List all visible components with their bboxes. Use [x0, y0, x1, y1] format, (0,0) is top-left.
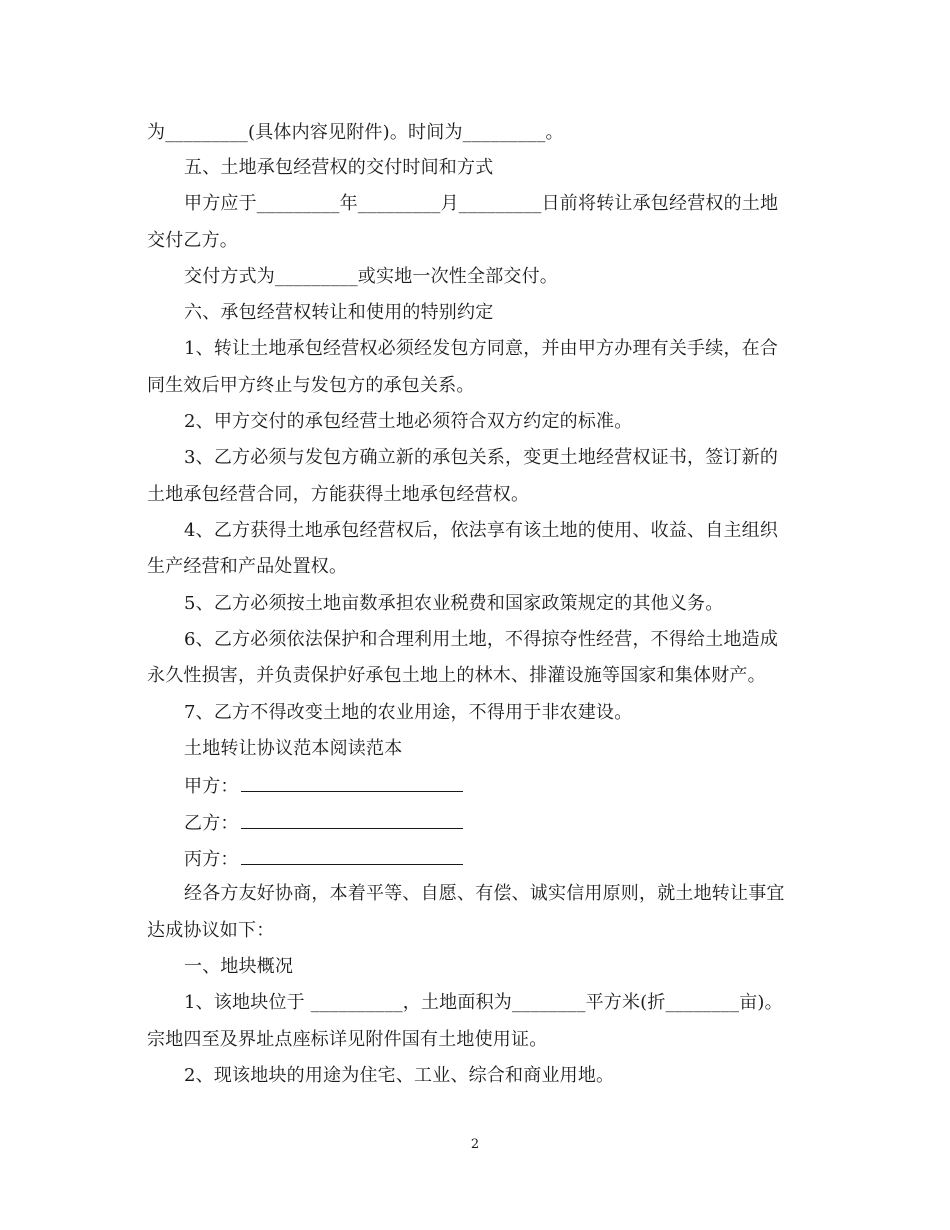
section-heading: 五、土地承包经营权的交付时间和方式 — [184, 157, 494, 178]
paragraph-line: 生产经营和产品处置权。 — [147, 556, 348, 577]
section-heading: 一、地块概况 — [184, 956, 294, 977]
paragraph-line: 同生效后甲方终止与发包方的承包关系。 — [147, 375, 475, 396]
paragraph-line: 6、乙方必须依法保护和合理利用土地，不得掠夺性经营，不得给土地造成 — [184, 629, 779, 650]
party-c-signature-line — [184, 846, 463, 872]
paragraph-line: 3、乙方必须与发包方确立新的承包关系，变更土地经营权证书，签订新的 — [184, 447, 779, 468]
paragraph-line: 2、现该地块的用途为住宅、工业、综合和商业用地。 — [184, 1065, 615, 1086]
party-a-label: 甲方： — [184, 776, 239, 797]
paragraph-line: 甲方应于_________年_________月_________日前将转让承包经营权的土地 — [184, 193, 779, 214]
section-heading: 六、承包经营权转让和使用的特别约定 — [184, 302, 494, 323]
party-c-label: 丙方： — [184, 849, 239, 870]
paragraph-line: 7、乙方不得改变土地的农业用途，不得用于非农建设。 — [184, 702, 633, 723]
paragraph-line: 1、转让土地承包经营权必须经发包方同意，并由甲方办理有关手续，在合 — [184, 338, 779, 359]
party-c-blank — [241, 846, 463, 865]
paragraph-line: 宗地四至及界址点座标详见附件国有土地使用证。 — [147, 1029, 548, 1050]
page-number: 2 — [470, 1137, 480, 1152]
paragraph-line: 经各方友好协商，本着平等、自愿、有偿、诚实信用原则，就土地转让事宜 — [184, 883, 785, 904]
paragraph-line: 交付方式为_________或实地一次性全部交付。 — [184, 266, 558, 287]
party-b-blank — [241, 810, 463, 829]
paragraph-line: 1、该地块位于 __________，土地面积为________平方米(折________亩)。 — [184, 992, 783, 1013]
paragraph-line: 土地承包经营合同，方能获得土地承包经营权。 — [147, 484, 530, 505]
party-a-signature-line — [184, 773, 463, 799]
paragraph-line: 为_________(具体内容见附件)。时间为_________。 — [147, 122, 564, 143]
paragraph-line: 4、乙方获得土地承包经营权后，依法享有该土地的使用、收益、自主组织 — [184, 520, 779, 541]
paragraph-line: 达成协议如下： — [147, 920, 275, 941]
document-subtitle: 土地转让协议范本阅读范本 — [184, 738, 403, 759]
paragraph-line: 2、甲方交付的承包经营土地必须符合双方约定的标准。 — [184, 411, 633, 432]
party-b-signature-line — [184, 810, 463, 836]
party-a-blank — [241, 773, 463, 792]
paragraph-line: 5、乙方必须按土地亩数承担农业税费和国家政策规定的其他义务。 — [184, 593, 724, 614]
party-b-label: 乙方： — [184, 813, 239, 834]
paragraph-line: 交付乙方。 — [147, 230, 238, 251]
paragraph-line: 永久性损害，并负责保护好承包土地上的林木、排灌设施等国家和集体财产。 — [147, 665, 766, 686]
